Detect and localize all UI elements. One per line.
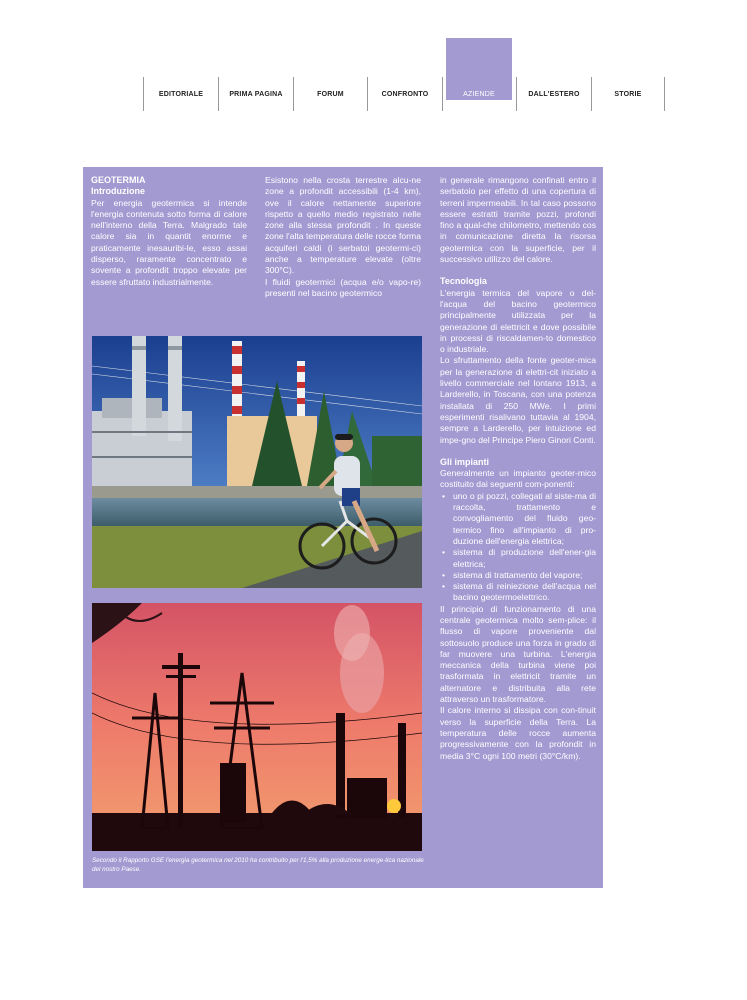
nav-item-prima-pagina[interactable]: PRIMA PAGINA [229,90,283,98]
photo-caption: Secondo il Rapporto GSE l'energia geotermica nel 2010 ha contribuito per l'1,5% alla produzione energe-tica nazionale del nostro Paese. [92,857,424,873]
list-item: • sistema di produzione dell'ener-gia elettrica; [440,547,596,570]
list-item: • sistema di reiniezione dell'acqua nel bacino geotermoelettrico. [440,581,596,604]
nav-item-dall-estero[interactable]: DALL'ESTERO [528,90,580,98]
nav-item-aziende[interactable]: AZIENDE [463,90,495,98]
plants-paragraph: Generalmente un impianto geoter-mico costituito dai seguenti com-ponenti: [440,468,596,490]
article-column-3 [440,175,596,762]
sunset-pylons-photo [92,603,422,851]
principle-paragraph: Il principio di funzionamento di una centrale geotermica molto sem-plice: il flusso di vapore proveniente dal sottosuolo produce una forza in grado di far muovere una turbina. L'energia meccanica della turbina viene poi trasformata in elettricit tramite un alternatore e distribuita alla rete attraverso un trasformatore. [440,603,596,705]
nav-separator [664,77,665,111]
geothermal-plant-cyclist-photo [92,336,422,588]
nav-item-forum[interactable]: FORUM [317,90,344,98]
nav-item-editoriale[interactable]: EDITORIALE [158,90,204,98]
column-2-paragraph: Esistono nella crosta terrestre alcu-ne zone a profondit accessibili (1-4 km), ove il calore nettamente superiore rispetto a quello medio registrato nelle zone alla stessa profondit . In queste zone l'alta temperatura delle rocce forma acquiferi caldi (i serbatoi geotermi-ci) anche a temperature elevate (oltre 300°C). [265,175,421,276]
heat-paragraph: Il calore interno si dissipa con con-tinuit verso la superficie della Terra. La temperatura delle rocce aumenta progressivamente con la profondit in media 3°C ogni 100 metri (30°C/km). [440,705,596,761]
column-3-paragraph: in generale rimangono confinati entro il serbatoio per effetto di una copertura di terreni impermeabili. In tal caso possono essere estratti tramite pozzi, profondi fino a qual-che chilometro, mettendo cos in comunicazione diretta la risorsa geotermica con la superficie, per il successivo utilizzo del calore. [440,175,596,265]
intro-heading: Introduzione [91,186,145,197]
article-column-2 [265,175,421,299]
technology-paragraph: L'energia termica del vapore o del-l'acqua del bacino geotermico principalmente utilizzata per la generazione di elettricit e dove possibile in processi di riscaldamen-to domestico o industriale. [440,287,596,355]
technology-heading: Tecnologia [440,276,487,287]
nav-item-confronto[interactable]: CONFRONTO [381,90,429,98]
article-title: GEOTERMIA [91,175,146,185]
list-item: • uno o pi pozzi, collegati al siste-ma di raccolta, trattamento e convogliamento del fluido geo-termico fino all'impianto di pro-duzione dell'energia elettrica; [440,491,596,547]
plants-component-list [440,491,596,604]
section-nav [143,77,665,111]
article-column-1 [91,175,247,288]
intro-text: Per energia geotermica si intende l'energia contenuta sotto forma di calore nell'interno della Terra. Malgrado tale calore sia in quantit enorme e praticamente inesauribi-le, esso assai disperso, raramente concentrato e sovente a profondit troppo elevate per essere sfruttato industrialmente. [91,197,247,287]
plants-heading: Gli impianti [440,456,490,467]
technology-paragraph: Lo sfruttamento della fonte geoter-mica per la generazione di elettri-cit iniziato a livello commerciale nel lontano 1913, a Larderello, in Toscana, con una potenza installata di 250 MWe. I primi esperimenti risalivano tuttavia al 1904, sempre a Larderello, per intuizione ed impe-gno del Principe Piero Ginori Conti. [440,355,596,445]
list-item: • sistema di trattamento del vapore; [440,570,596,581]
column-2-paragraph: I fluidi geotermici (acqua e/o vapo-re) presenti nel bacino geotermico [265,276,421,298]
nav-item-storie[interactable]: STORIE [614,90,642,98]
nav-separator [442,77,443,111]
